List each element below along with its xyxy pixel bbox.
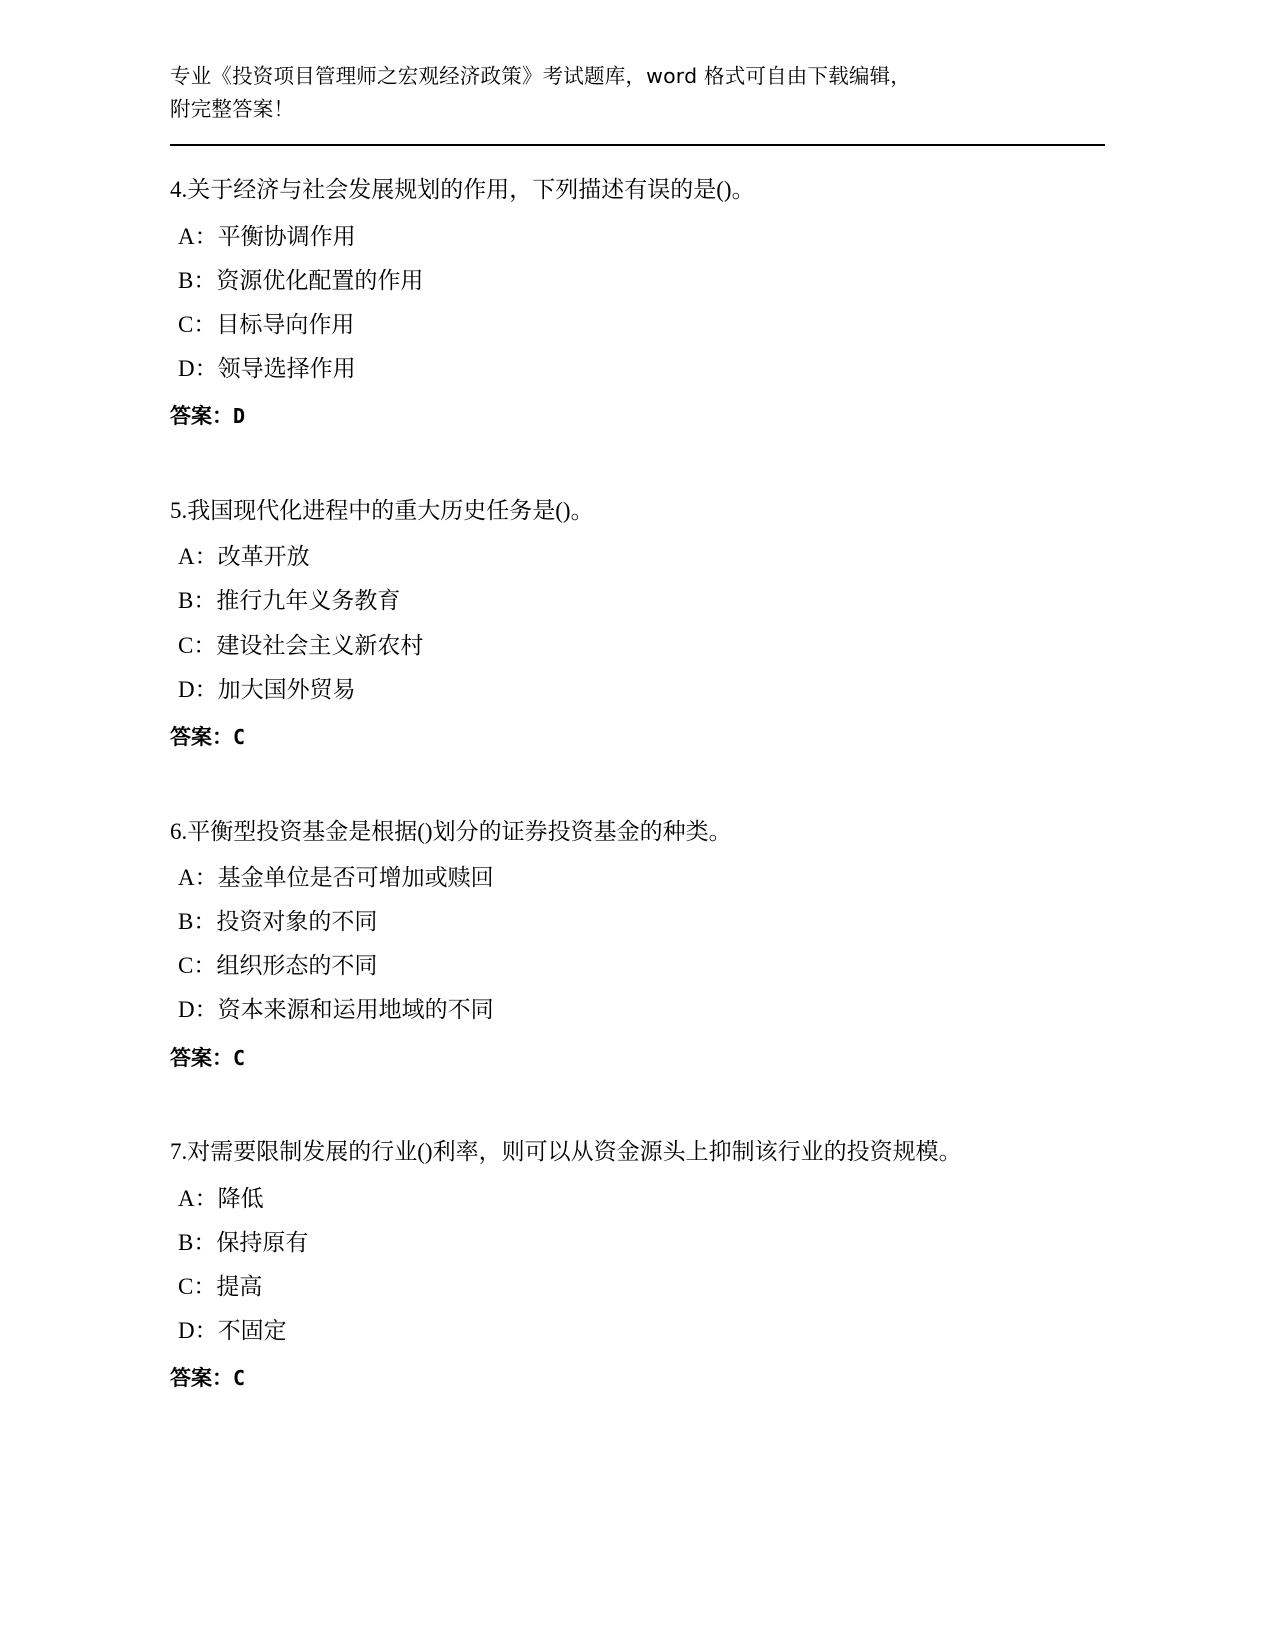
option-a bbox=[170, 1177, 1105, 1221]
option-a bbox=[170, 535, 1105, 579]
question-text: 平衡型投资基金是根据()划分的证券投资基金的种类。 bbox=[187, 818, 732, 844]
option-text: 推行九年义务教育 bbox=[216, 588, 401, 614]
answer-value: D bbox=[233, 404, 246, 429]
question-stem bbox=[170, 168, 1105, 212]
option-letter: B： bbox=[178, 267, 217, 293]
option-text: 降低 bbox=[217, 1185, 264, 1211]
header-divider bbox=[170, 144, 1105, 146]
question-text: 我国现代化进程中的重大历史任务是()。 bbox=[187, 498, 594, 524]
question-block bbox=[170, 168, 1105, 437]
option-b bbox=[170, 579, 1105, 623]
option-letter: C： bbox=[178, 311, 217, 337]
answer-value: C bbox=[233, 1366, 246, 1391]
option-text: 提高 bbox=[216, 1273, 263, 1299]
option-letter: A： bbox=[178, 864, 218, 890]
answer-label: 答案： bbox=[170, 724, 233, 749]
option-letter: A： bbox=[178, 1185, 218, 1211]
option-a bbox=[170, 856, 1105, 900]
answer-label: 答案： bbox=[170, 1366, 233, 1391]
question-stem bbox=[170, 489, 1105, 533]
answer-value: C bbox=[233, 1045, 246, 1070]
question-text: 关于经济与社会发展规划的作用，下列描述有误的是()。 bbox=[187, 177, 755, 203]
question-stem bbox=[170, 810, 1105, 854]
option-text: 建设社会主义新农村 bbox=[216, 632, 424, 658]
option-text: 投资对象的不同 bbox=[216, 909, 378, 935]
option-letter: C： bbox=[178, 1273, 217, 1299]
option-letter: D： bbox=[178, 1318, 218, 1344]
option-text: 保持原有 bbox=[216, 1229, 309, 1255]
option-text: 基金单位是否可增加或赎回 bbox=[217, 864, 494, 890]
answer-label: 答案： bbox=[170, 1045, 233, 1070]
option-c bbox=[170, 303, 1105, 347]
question-number: 4. bbox=[170, 177, 188, 203]
option-c bbox=[170, 624, 1105, 668]
document-header bbox=[170, 60, 1105, 126]
answer-line bbox=[170, 1359, 1105, 1399]
option-d bbox=[170, 668, 1105, 712]
option-text: 不固定 bbox=[217, 1318, 287, 1344]
option-text: 平衡协调作用 bbox=[217, 223, 356, 249]
question-block bbox=[170, 1130, 1105, 1399]
option-a bbox=[170, 215, 1105, 259]
question-block bbox=[170, 489, 1105, 758]
option-letter: D： bbox=[178, 997, 218, 1023]
question-block bbox=[170, 810, 1105, 1079]
answer-value: C bbox=[233, 724, 246, 749]
option-text: 目标导向作用 bbox=[216, 311, 355, 337]
question-stem bbox=[170, 1130, 1105, 1174]
option-letter: D： bbox=[178, 676, 218, 702]
question-number: 7. bbox=[170, 1139, 188, 1165]
document-header-line-1: 专业《投资项目管理师之宏观经济政策》考试题库，word 格式可自由下载编辑， bbox=[170, 64, 912, 88]
option-letter: B： bbox=[178, 909, 217, 935]
option-text: 资源优化配置的作用 bbox=[216, 267, 424, 293]
option-text: 加大国外贸易 bbox=[217, 676, 356, 702]
option-d bbox=[170, 988, 1105, 1032]
option-d bbox=[170, 347, 1105, 391]
answer-line bbox=[170, 1039, 1105, 1079]
option-d bbox=[170, 1309, 1105, 1353]
answer-line bbox=[170, 718, 1105, 758]
answer-label: 答案： bbox=[170, 404, 233, 429]
option-text: 资本来源和运用地域的不同 bbox=[217, 997, 494, 1023]
option-letter: D： bbox=[178, 356, 218, 382]
option-b bbox=[170, 900, 1105, 944]
option-letter: A： bbox=[178, 223, 218, 249]
question-number: 5. bbox=[170, 498, 188, 524]
option-b bbox=[170, 1221, 1105, 1265]
option-text: 改革开放 bbox=[217, 544, 310, 570]
option-b bbox=[170, 259, 1105, 303]
question-text: 对需要限制发展的行业()利率，则可以从资金源头上抑制该行业的投资规模。 bbox=[187, 1139, 962, 1165]
document-header-line-2: 附完整答案！ bbox=[170, 97, 295, 122]
option-c bbox=[170, 944, 1105, 988]
option-letter: B： bbox=[178, 588, 217, 614]
answer-line bbox=[170, 397, 1105, 437]
option-letter: B： bbox=[178, 1229, 217, 1255]
option-c bbox=[170, 1265, 1105, 1309]
option-text: 组织形态的不同 bbox=[216, 953, 378, 979]
option-letter: A： bbox=[178, 544, 218, 570]
question-number: 6. bbox=[170, 818, 188, 844]
option-text: 领导选择作用 bbox=[217, 356, 356, 382]
option-letter: C： bbox=[178, 632, 217, 658]
option-letter: C： bbox=[178, 953, 217, 979]
